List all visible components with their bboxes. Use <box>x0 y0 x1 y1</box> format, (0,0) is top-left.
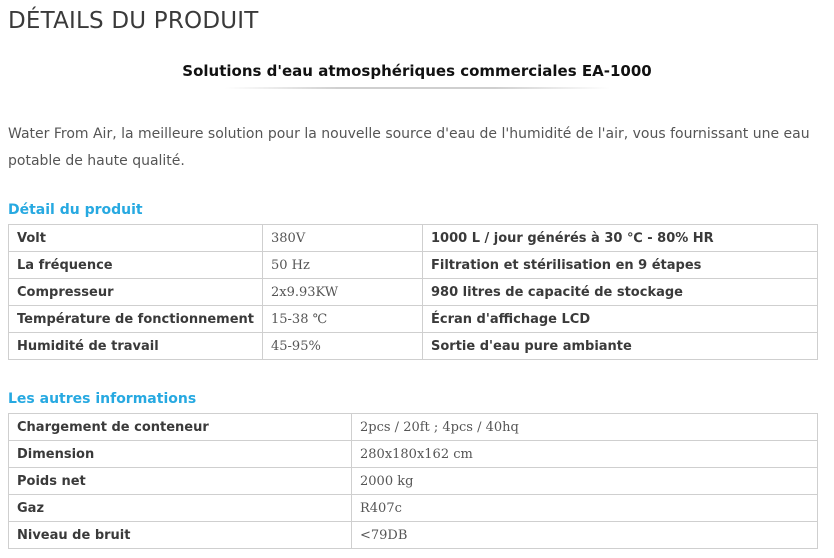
table-row <box>9 495 818 522</box>
info-value: <79DB <box>352 522 818 549</box>
table-row <box>9 306 818 333</box>
spec-value: 15-38 ℃ <box>263 306 423 333</box>
feature-text: 1000 L / jour générés à 30 ℃ - 80% HR <box>423 225 818 252</box>
table-row <box>9 414 818 441</box>
spec-value: 2x9.93KW <box>263 279 423 306</box>
spec-label: Humidité de travail <box>9 333 263 360</box>
spec-label: Compresseur <box>9 279 263 306</box>
details-table <box>8 224 818 360</box>
spec-label: Volt <box>9 225 263 252</box>
info-value: R407c <box>352 495 818 522</box>
table-row <box>9 252 818 279</box>
table-row <box>9 279 818 306</box>
intro-paragraph: Water From Air, la meilleure solution pour la nouvelle source d'eau de l'humidité de l'air, vous fournissant une eau potable de haute qualité. <box>8 126 810 169</box>
table-row <box>9 441 818 468</box>
info-label: Chargement de conteneur <box>9 414 352 441</box>
other-section-heading: Les autres informations <box>8 391 197 407</box>
info-label: Poids net <box>9 468 352 495</box>
table-row <box>9 522 818 549</box>
spec-value: 45-95% <box>263 333 423 360</box>
spec-value: 380V <box>263 225 423 252</box>
table-row <box>9 468 818 495</box>
spec-label: Température de fonctionnement <box>9 306 263 333</box>
info-value: 2000 kg <box>352 468 818 495</box>
feature-text: Écran d'affichage LCD <box>423 306 818 333</box>
table-row <box>9 225 818 252</box>
title-divider <box>225 87 610 89</box>
feature-text: Sortie d'eau pure ambiante <box>423 333 818 360</box>
spec-value: 50 Hz <box>263 252 423 279</box>
info-label: Gaz <box>9 495 352 522</box>
details-section-heading: Détail du produit <box>8 202 143 218</box>
spec-label: La fréquence <box>9 252 263 279</box>
table-row <box>9 333 818 360</box>
feature-text: Filtration et stérilisation en 9 étapes <box>423 252 818 279</box>
feature-text: 980 litres de capacité de stockage <box>423 279 818 306</box>
other-info-table <box>8 413 818 549</box>
info-label: Niveau de bruit <box>9 522 352 549</box>
info-value: 280x180x162 cm <box>352 441 818 468</box>
info-value: 2pcs / 20ft ; 4pcs / 40hq <box>352 414 818 441</box>
page-title: DÉTAILS DU PRODUIT <box>8 8 259 34</box>
info-label: Dimension <box>9 441 352 468</box>
product-title: Solutions d'eau atmosphériques commerciales EA-1000 <box>182 62 652 80</box>
